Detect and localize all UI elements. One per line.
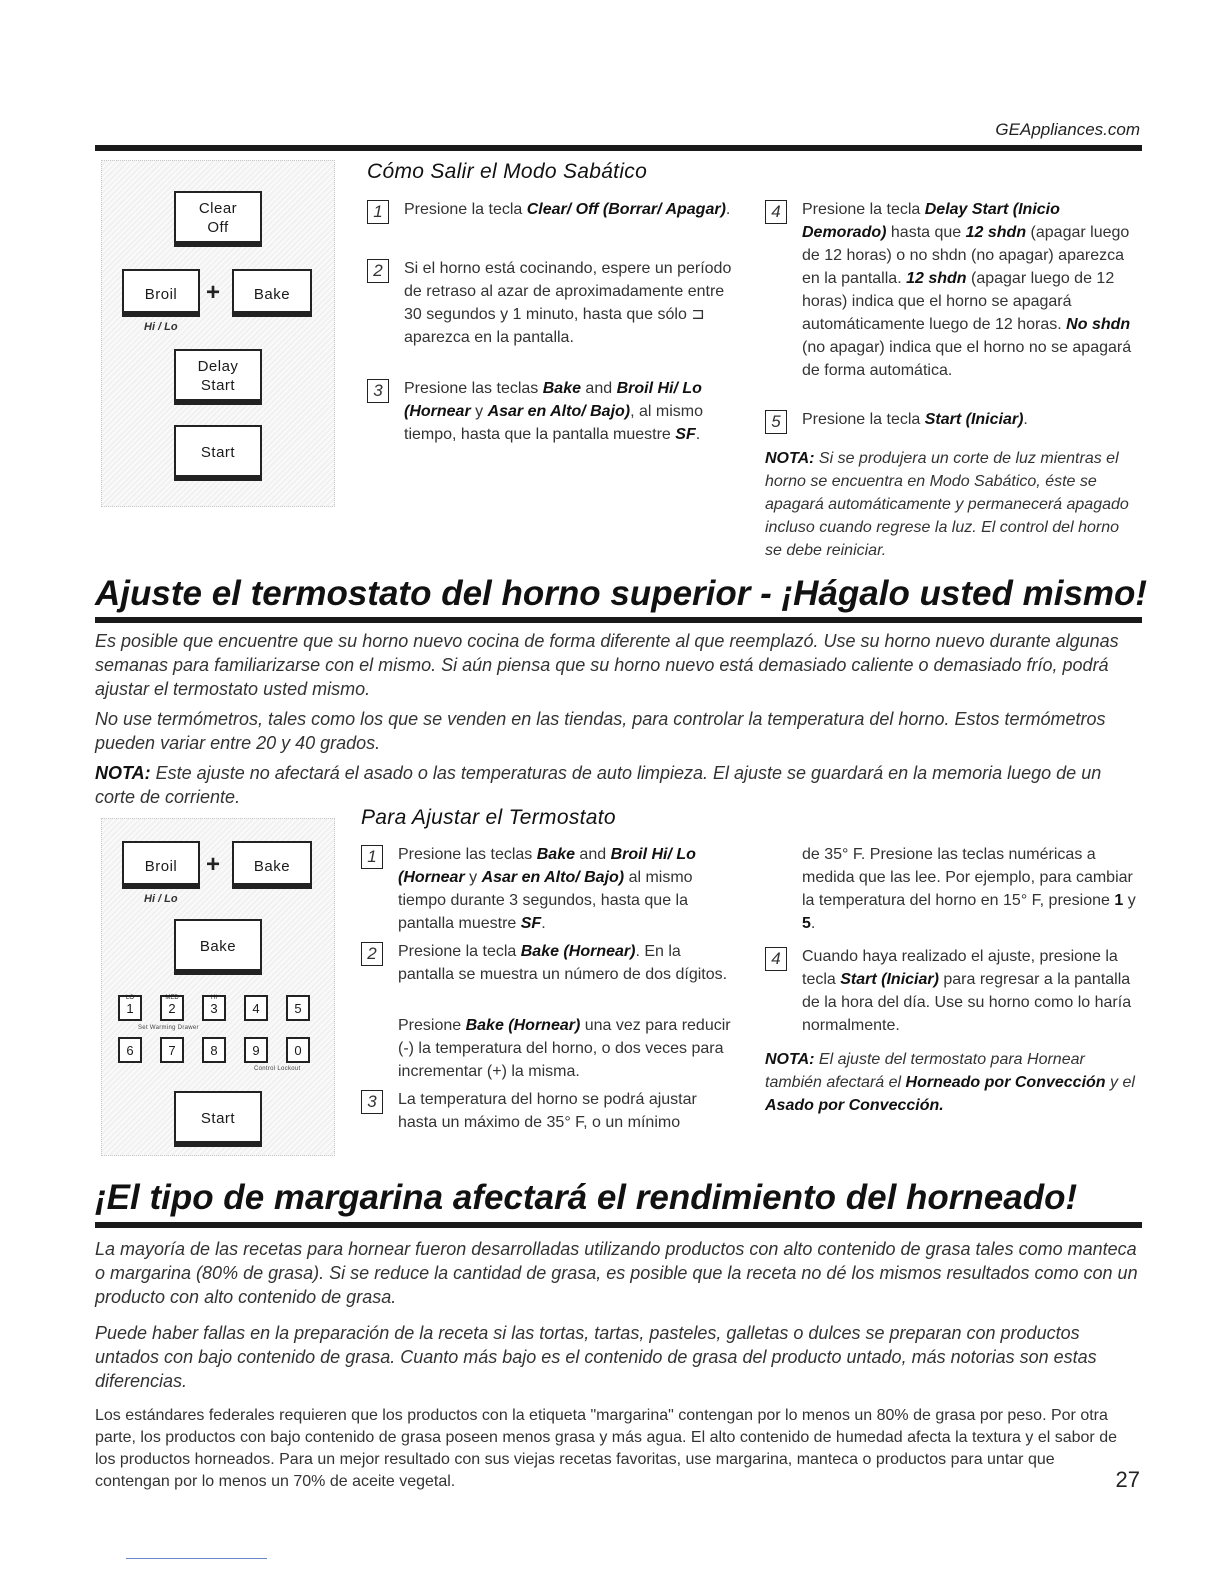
- start-label: Start: [200, 377, 236, 394]
- note-text: Si se produjera un corte de luz mientras el horno se encuentra en Modo Sabático, éste se apagará automáticamente y permanecerá apagado incluso cuando regrese la luz. El control del horno se debe reiniciar.: [765, 450, 1129, 559]
- number-key-6: 6: [118, 1037, 142, 1063]
- clear-label: Clear: [198, 200, 238, 217]
- key-digit: 2: [168, 1001, 176, 1016]
- thermostat-step-1: [361, 843, 736, 935]
- number-key-4: 4: [244, 995, 268, 1021]
- thermostat-convection-note: NOTA: El ajuste del termostato para Hornear también afectará el Horneado por Convección y el Asado por Convección.: [765, 1051, 1135, 1114]
- step-number: 2: [361, 942, 383, 966]
- thermostat-step-2: [361, 940, 736, 986]
- number-key-5: 5: [286, 995, 310, 1021]
- step-number: 1: [361, 845, 383, 869]
- thermostat-step-4: [765, 945, 1140, 1037]
- start-key: Start: [174, 1091, 262, 1147]
- sabbath-title-text: Cómo Salir el Modo Sabático: [367, 160, 648, 183]
- thermostat-step-3b: [765, 843, 1140, 935]
- key-digit: 3: [210, 1001, 218, 1016]
- delay-label: Delay: [197, 358, 239, 375]
- step-text: Presione las teclas Bake and Broil Hi/ Lo (Hornear y Asar en Alto/ Bajo), al mismo tiempo, hasta que la pantalla muestre SF.: [404, 380, 704, 443]
- bake-key: Bake: [232, 841, 312, 889]
- margarine-para-2: Puede haber fallas en la preparación de la receta si las tortas, tartas, pasteles, galletas o dulces se preparan con productos untados con bajo contenido de grasa. Cuanto más bajo es el contenido de grasa del producto untado, más notorias son estas diferencias.: [95, 1323, 1097, 1391]
- number-key-8: 8: [202, 1037, 226, 1063]
- hi-lo-label: Hi / Lo: [144, 321, 178, 333]
- thermostat-heading: Ajuste el termostato del horno superior - ¡Hágalo usted mismo!: [95, 574, 1148, 613]
- thermostat-step-2b: [361, 1014, 736, 1083]
- start-key: Start: [174, 425, 262, 481]
- margarine-para-1: La mayoría de las recetas para hornear fueron desarrolladas utilizando productos con alto contenido de grasa tales como manteca o margarina (80% de grasa). Si se reduce la cantidad de grasa, es posible que la receta no dé los mismos resultados como con un producto con alto contenido de grasa.: [95, 1239, 1138, 1307]
- step-number: 3: [361, 1090, 383, 1114]
- header-rule: [95, 145, 1142, 151]
- bake-key: Bake: [232, 269, 312, 317]
- lo-label: LO: [125, 995, 134, 1001]
- sabbath-step-5: [765, 408, 1135, 431]
- number-key-1: [118, 995, 142, 1021]
- margarine-heading: ¡El tipo de margarina afectará el rendimiento del horneado!: [95, 1178, 1078, 1217]
- note-text: Este ajuste no afectará el asado o las temperaturas de auto limpieza. El ajuste se guardará en la memoria luego de un corte de corriente.: [95, 763, 1102, 807]
- key-digit: 1: [126, 1001, 134, 1016]
- hi-label: HI: [211, 995, 217, 1001]
- number-key-2: [160, 995, 184, 1021]
- step-number: 1: [367, 200, 389, 224]
- sabbath-step-2: [367, 257, 737, 349]
- step-text: La temperatura del horno se podrá ajustar hasta un máximo de 35° F, o un mínimo: [398, 1091, 697, 1131]
- margarine-rule: [95, 1222, 1142, 1228]
- thermostat-sub-title: [361, 806, 616, 830]
- sabbath-control-panel: [101, 160, 335, 507]
- step-text: Si el horno está cocinando, espere un período de retraso al azar de aproximadamente entre 30 segundos y 1 minuto, hasta que sólo ⊐ aparezca en la pantalla.: [404, 260, 732, 346]
- step-number: 4: [765, 200, 787, 224]
- site-url: GEAppliances.com: [995, 120, 1140, 139]
- bake-key-2: Bake: [174, 919, 262, 975]
- page-number: 27: [1115, 1467, 1140, 1492]
- note-label: NOTA:: [765, 450, 815, 467]
- step-text: Cuando haya realizado el ajuste, presione la tecla Start (Iniciar) para regresar a la pantalla de la hora del día. Use su horno como lo haría normalmente.: [802, 948, 1132, 1034]
- sabbath-title: [367, 160, 647, 184]
- broil-key: Broil: [122, 269, 200, 317]
- step-number: 3: [367, 379, 389, 403]
- med-label: MED: [165, 995, 179, 1001]
- footer-line: [126, 1558, 267, 1559]
- note-label: NOTA:: [95, 763, 151, 783]
- step-number: 4: [765, 947, 787, 971]
- clear-off-key: [174, 191, 262, 247]
- number-key-9: 9: [244, 1037, 268, 1063]
- number-key-7: 7: [160, 1037, 184, 1063]
- warming-drawer-label: Set Warming Drawer: [138, 1025, 199, 1031]
- step-text: de 35° F. Presione las teclas numéricas a medida que las lee. Por ejemplo, para cambiar la temperatura del horno en 15° F, presione 1 y 5.: [802, 846, 1136, 932]
- sabbath-step-3: [367, 377, 737, 446]
- thermostat-control-panel: [101, 818, 335, 1156]
- thermostat-note: [95, 761, 1145, 809]
- step-text: Presione la tecla Delay Start (Inicio Demorado) hasta que 12 shdn (apagar luego de 12 horas) o no shdn (no apagar) aparezca en la pantalla. 12 shdn (apagar luego de 12 horas) indica que el horno se apagará automáticamente luego de 12 horas. No shdn (no apagar) indica que el horno no se apagará de forma automática.: [802, 201, 1132, 379]
- margarine-para-3: Los estándares federales requieren que los productos con la etiqueta "margarina" contengan por lo menos un 80% de grasa por peso. Por otra parte, los productos con bajo contenido de grasa poseen menos grasa y más agua. El alto contenido de humedad afecta la textura y el sabor de los productos horneados. Para un mejor resultado con sus viejas recetas favoritas, use margarina, manteca o productos para untar que contengan por lo menos un 70% de aceite vegetal.: [95, 1407, 1117, 1490]
- off-label: Off: [207, 219, 229, 236]
- thermostat-para-1: Es posible que encuentre que su horno nuevo cocina de forma diferente al que reemplazó. Use su horno nuevo durante algunas semanas para familiarizarse con el mismo. Si aún piensa que su horno nuevo está demasiado caliente o demasiado frío, podrá ajustar el termostato usted mismo.: [95, 631, 1119, 699]
- step-number: 5: [765, 410, 787, 434]
- sub-title-text: Para Ajustar el Termostato: [361, 806, 616, 829]
- plus-sign: +: [206, 279, 221, 306]
- step-text: Presione la tecla Bake (Hornear). En la pantalla se muestra un número de dos dígitos.: [398, 943, 728, 983]
- hi-lo-label: Hi / Lo: [144, 893, 178, 905]
- step-text: Presione la tecla Clear/ Off (Borrar/ Apagar).: [404, 201, 731, 218]
- number-key-3: [202, 995, 226, 1021]
- step-text: Presione las teclas Bake and Broil Hi/ Lo (Hornear y Asar en Alto/ Bajo) al mismo tiempo durante 3 segundos, hasta que la pantalla muestre SF.: [398, 846, 696, 932]
- sabbath-step-4: [765, 198, 1135, 382]
- thermostat-step-3: [361, 1088, 736, 1134]
- thermostat-rule: [95, 617, 1142, 623]
- sabbath-note: [765, 447, 1140, 562]
- step-text: Presione Bake (Hornear) una vez para reducir (-) la temperatura del horno, o dos veces para incrementar (+) la misma.: [398, 1017, 731, 1080]
- delay-start-key: [174, 349, 262, 405]
- thermostat-para-2: No use termómetros, tales como los que se venden en las tiendas, para controlar la temperatura del horno. Estos termómetros pueden variar entre 20 y 40 grados.: [95, 709, 1106, 753]
- broil-key: Broil: [122, 841, 200, 889]
- number-key-0: 0: [286, 1037, 310, 1063]
- plus-sign: +: [206, 851, 221, 878]
- sabbath-step-1: [367, 198, 737, 221]
- step-text: Presione la tecla Start (Iniciar).: [802, 411, 1028, 428]
- control-lockout-label: Control Lockout: [254, 1066, 301, 1072]
- step-number: 2: [367, 259, 389, 283]
